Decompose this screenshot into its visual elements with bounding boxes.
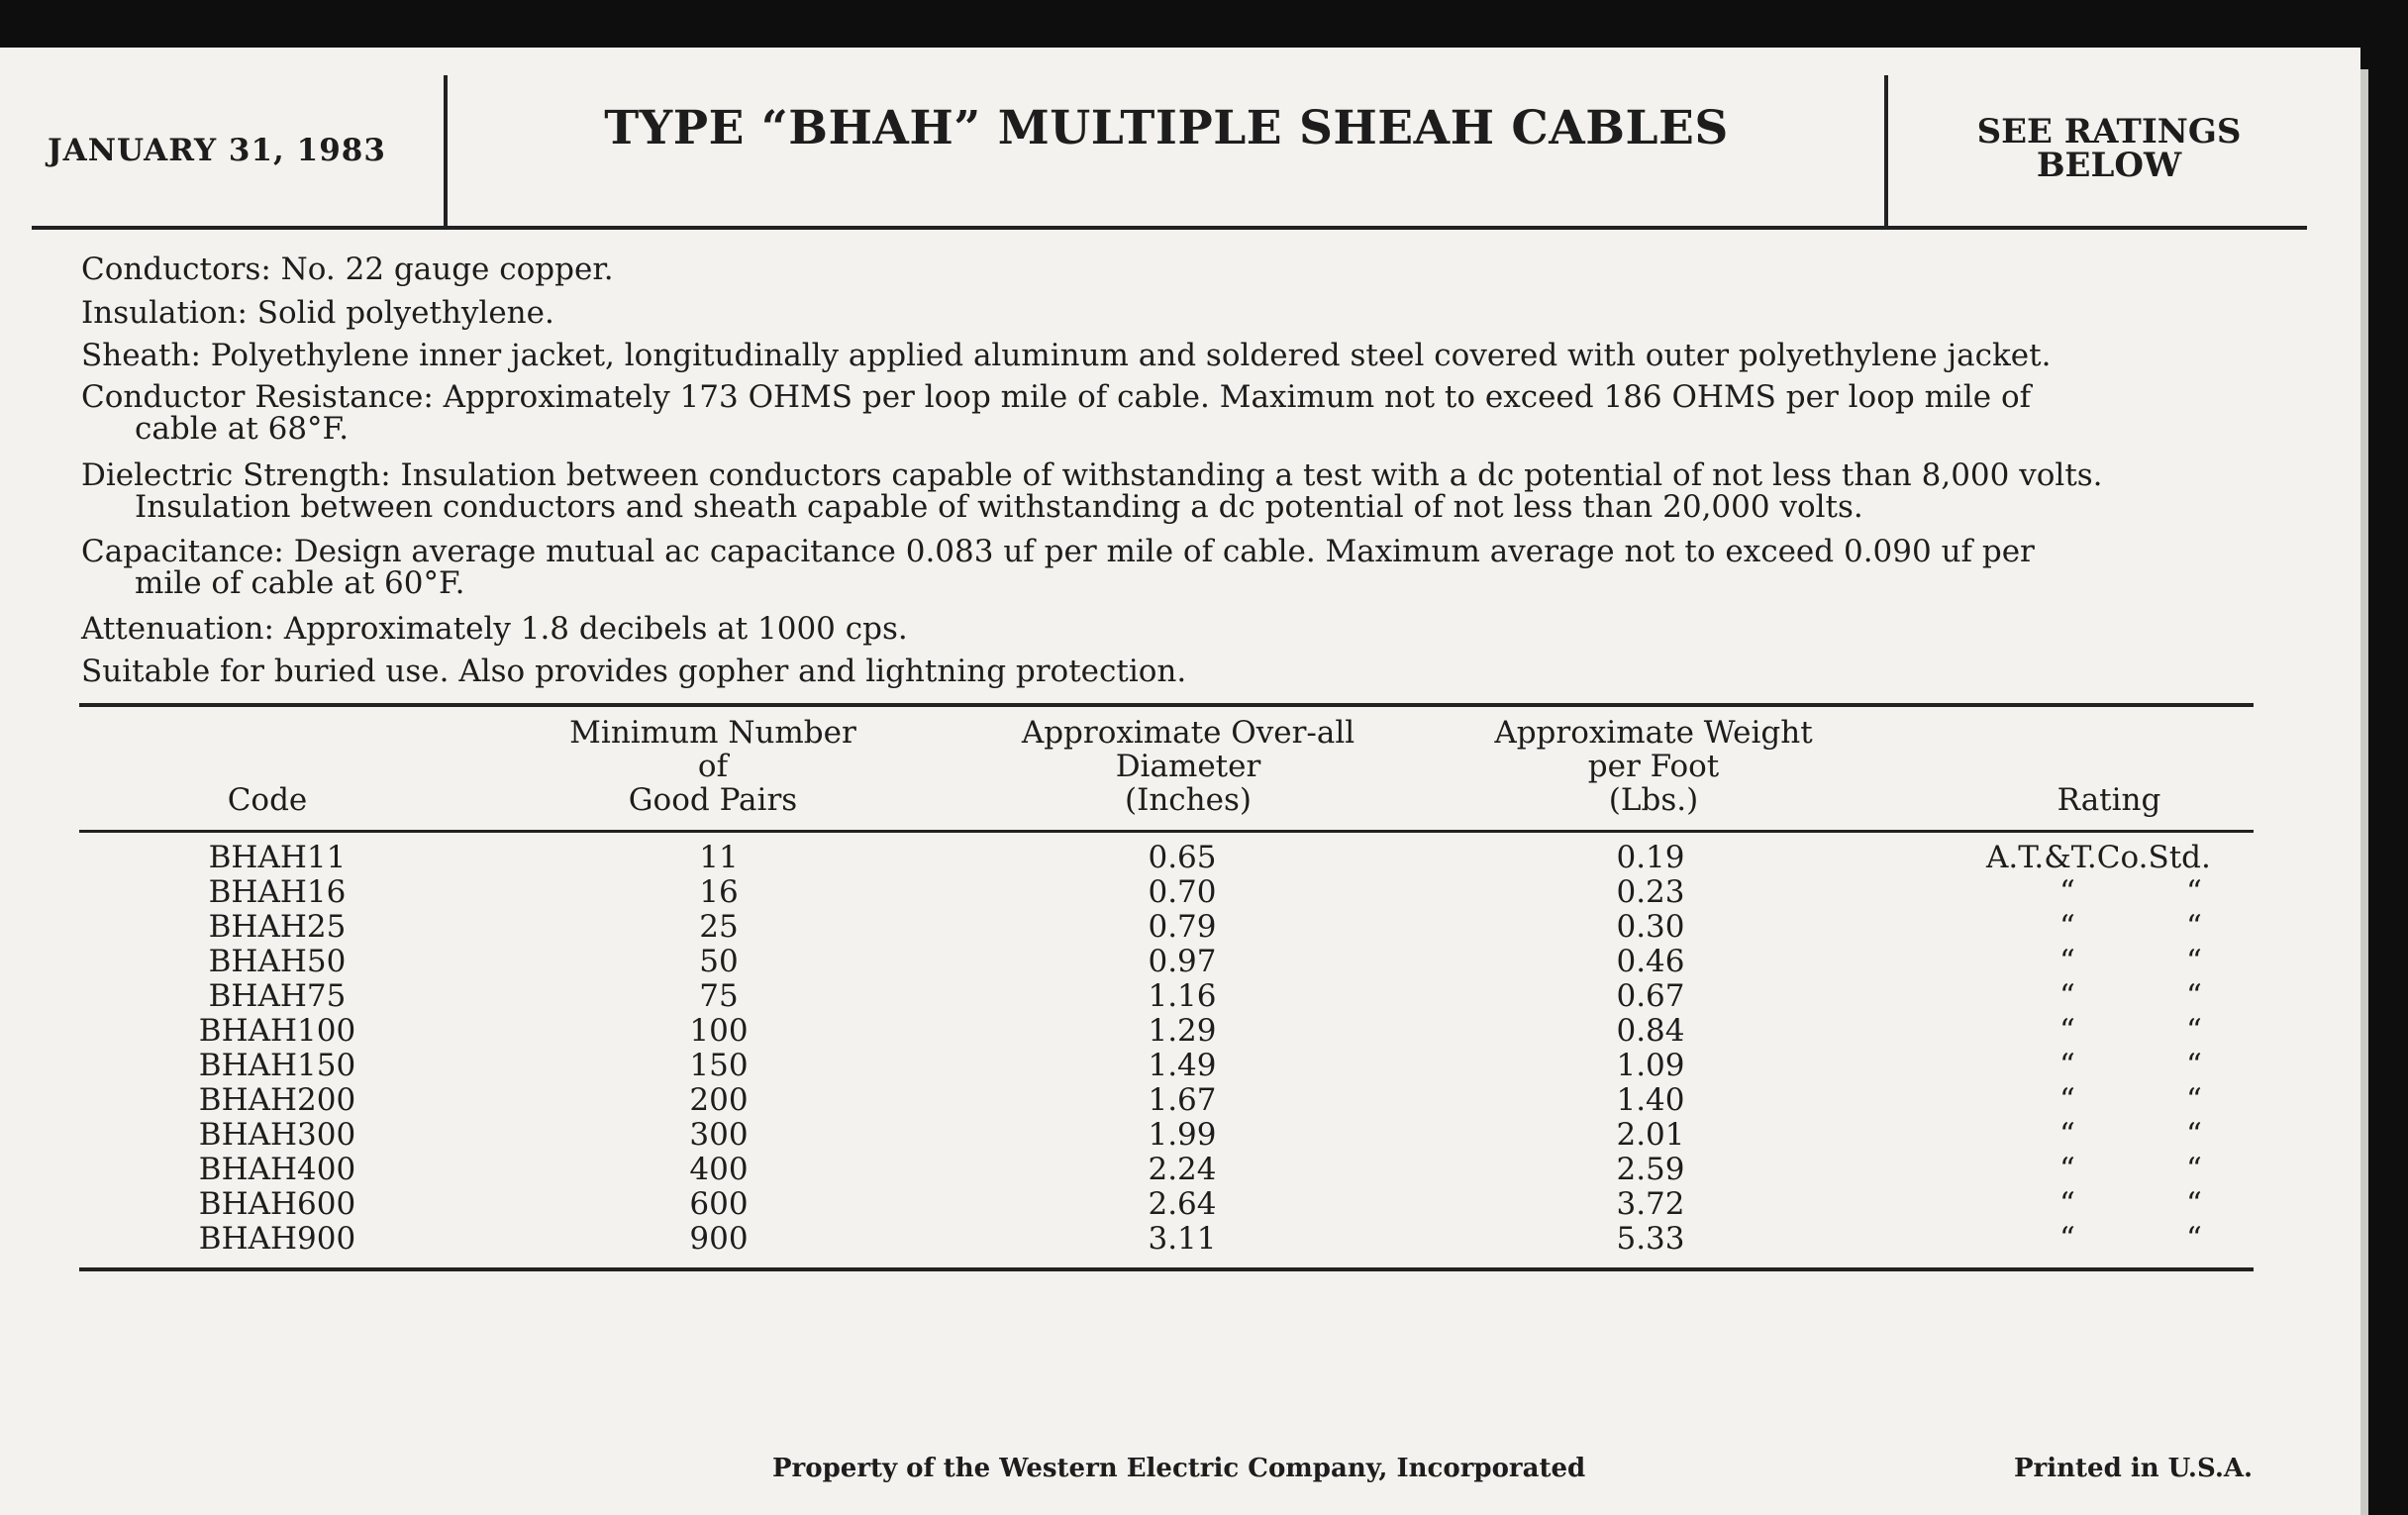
row-pairs: 75 (699, 978, 739, 1014)
col-header-weight-line3: (Lbs.) (1608, 782, 1699, 818)
col-header-weight (1455, 716, 1852, 817)
col-header-pairs-line3: Good Pairs (628, 782, 798, 818)
row-weight: 2.01 (1616, 1117, 1685, 1153)
spec-dielectric-line2: Insulation between conductors and sheath capable of withstanding a dc potential of not less than 20,000 volts. (135, 489, 1863, 525)
row-code: BHAH150 (198, 1048, 356, 1083)
col-header-weight-line2: per Foot (1587, 749, 1720, 784)
row-weight: 0.46 (1616, 944, 1685, 979)
row-pairs: 11 (699, 840, 739, 875)
row-pairs: 200 (689, 1082, 749, 1118)
ratings-note-line1: SEE RATINGS (1976, 112, 2242, 152)
row-ditto-right: “ (2186, 944, 2202, 979)
row-weight: 5.33 (1616, 1221, 1685, 1257)
row-ditto-right: “ (2186, 1186, 2202, 1222)
footer-property: Property of the Western Electric Company, Incorporated (772, 1454, 1586, 1483)
row-code: BHAH75 (208, 978, 347, 1014)
row-diameter: 1.16 (1148, 978, 1217, 1014)
row-ditto-left: “ (2059, 1082, 2075, 1118)
row-pairs: 16 (699, 874, 739, 910)
row-diameter: 1.99 (1148, 1117, 1217, 1153)
row-ditto-left: “ (2059, 944, 2075, 979)
footer-printed: Printed in U.S.A. (2014, 1454, 2254, 1483)
row-rating: A.T.&T.Co.Std. (1986, 840, 2211, 875)
row-diameter: 1.49 (1148, 1048, 1217, 1083)
spec-dielectric (81, 459, 2259, 523)
row-weight: 0.67 (1616, 978, 1685, 1014)
row-code: BHAH11 (208, 840, 347, 875)
row-weight: 2.59 (1616, 1152, 1685, 1187)
col-header-pairs-line1: Minimum Number (569, 715, 856, 751)
row-ditto-left: “ (2059, 1048, 2075, 1083)
header-divider-right (1884, 75, 1888, 226)
col-header-rating: Rating (2057, 782, 2161, 818)
row-weight: 1.40 (1616, 1082, 1685, 1118)
row-diameter: 0.70 (1148, 874, 1217, 910)
row-ditto-left: “ (2059, 1221, 2075, 1257)
row-ditto-right: “ (2186, 1152, 2202, 1187)
row-ditto-right: “ (2186, 1082, 2202, 1118)
row-pairs: 300 (689, 1117, 749, 1153)
table-bottom-rule (79, 1267, 2254, 1271)
row-ditto-right: “ (2186, 1221, 2202, 1257)
row-weight: 0.19 (1616, 840, 1685, 875)
row-pairs: 100 (689, 1013, 749, 1049)
row-ditto-left: “ (2059, 978, 2075, 1014)
row-code: BHAH100 (198, 1013, 356, 1049)
spec-conductors: Conductors: No. 22 gauge copper. (81, 252, 614, 287)
ratings-note (1891, 112, 2327, 185)
spec-resistance-line2: cable at 68°F. (135, 411, 350, 447)
row-code: BHAH16 (208, 874, 347, 910)
row-ditto-right: “ (2186, 909, 2202, 945)
col-header-weight-line1: Approximate Weight (1494, 715, 1813, 751)
row-code: BHAH50 (208, 944, 347, 979)
row-weight: 0.30 (1616, 909, 1685, 945)
row-ditto-right: “ (2186, 978, 2202, 1014)
col-header-code: Code (227, 782, 308, 818)
col-header-diameter-line3: (Inches) (1125, 782, 1252, 818)
row-diameter: 2.24 (1148, 1152, 1217, 1187)
ratings-note-line2: BELOW (2036, 146, 2182, 185)
row-pairs: 900 (689, 1221, 749, 1257)
spec-resistance-line1: Conductor Resistance: Approximately 173 OHMS per loop mile of cable. Maximum not to exceed 186 OHMS per loop mile of (81, 379, 2032, 415)
row-code: BHAH900 (198, 1221, 356, 1257)
row-pairs: 600 (689, 1186, 749, 1222)
row-weight: 3.72 (1616, 1186, 1685, 1222)
spec-capacitance-line1: Capacitance: Design average mutual ac capacitance 0.083 uf per mile of cable. Maximum average not to exceed 0.090 uf per (81, 534, 2035, 569)
card-edge (2360, 69, 2368, 1515)
col-header-diameter-line2: Diameter (1115, 749, 1261, 784)
row-ditto-right: “ (2186, 1048, 2202, 1083)
spec-insulation: Insulation: Solid polyethylene. (81, 295, 554, 331)
row-diameter: 0.97 (1148, 944, 1217, 979)
row-weight: 0.84 (1616, 1013, 1685, 1049)
row-diameter: 2.64 (1148, 1186, 1217, 1222)
row-ditto-left: “ (2059, 1013, 2075, 1049)
row-code: BHAH400 (198, 1152, 356, 1187)
row-diameter: 0.65 (1148, 840, 1217, 875)
row-code: BHAH200 (198, 1082, 356, 1118)
spec-dielectric-line1: Dielectric Strength: Insulation between conductors capable of withstanding a test with a dc potential of not less than 8,000 volts. (81, 457, 2103, 493)
row-ditto-right: “ (2186, 1117, 2202, 1153)
row-ditto-right: “ (2186, 1013, 2202, 1049)
row-ditto-left: “ (2059, 1186, 2075, 1222)
row-ditto-right: “ (2186, 874, 2202, 910)
spec-suitable: Suitable for buried use. Also provides gopher and lightning protection. (81, 654, 1187, 689)
row-code: BHAH600 (198, 1186, 356, 1222)
document-title: TYPE “BHAH” MULTIPLE SHEAH CABLES (604, 101, 1729, 155)
row-ditto-left: “ (2059, 1152, 2075, 1187)
issue-date: JANUARY 31, 1983 (48, 133, 386, 168)
row-code: BHAH25 (208, 909, 347, 945)
row-diameter: 1.29 (1148, 1013, 1217, 1049)
table-top-rule (79, 703, 2254, 707)
spec-resistance (81, 381, 2259, 445)
row-pairs: 25 (699, 909, 739, 945)
row-ditto-left: “ (2059, 1117, 2075, 1153)
spec-attenuation: Attenuation: Approximately 1.8 decibels at 1000 cps. (81, 611, 908, 647)
header-rule (32, 226, 2307, 230)
col-header-pairs (525, 716, 901, 817)
row-diameter: 0.79 (1148, 909, 1217, 945)
row-diameter: 1.67 (1148, 1082, 1217, 1118)
row-weight: 0.23 (1616, 874, 1685, 910)
col-header-diameter-line1: Approximate Over-all (1021, 715, 1355, 751)
spec-capacitance (81, 536, 2259, 599)
row-pairs: 150 (689, 1048, 749, 1083)
row-diameter: 3.11 (1148, 1221, 1217, 1257)
table-header-rule (79, 830, 2254, 833)
col-header-pairs-line2: of (697, 749, 729, 784)
spec-capacitance-line2: mile of cable at 60°F. (135, 565, 465, 601)
row-ditto-left: “ (2059, 874, 2075, 910)
row-pairs: 50 (699, 944, 739, 979)
spec-sheath: Sheath: Polyethylene inner jacket, longitudinally applied aluminum and soldered steel covered with outer polyethylene jacket. (81, 338, 2052, 373)
row-pairs: 400 (689, 1152, 749, 1187)
row-code: BHAH300 (198, 1117, 356, 1153)
row-weight: 1.09 (1616, 1048, 1685, 1083)
row-ditto-left: “ (2059, 909, 2075, 945)
col-header-diameter (980, 716, 1396, 817)
